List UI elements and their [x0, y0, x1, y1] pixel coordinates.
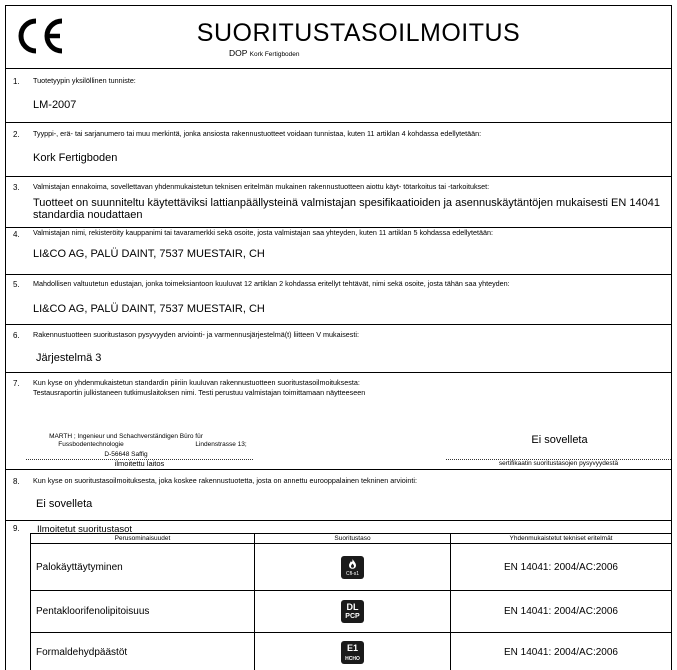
- table-row: [31, 591, 672, 633]
- section-number: 2.: [13, 130, 20, 139]
- section-label: Valmistajan nimi, rekisteröity kauppanimi tai tavaramerkki sekä osoite, josta valmistajan saa yhteyden, kuten 11 artiklan 5 kohdassa edellytetään:: [33, 228, 493, 237]
- section-label: Mahdollisen valtuutetun edustajan, jonka toimeksiantoon kuuluvat 12 artiklan 2 kohdassa eritellyt tehtävät, nimi sekä osoite, josta tähän saa yhteyden:: [33, 279, 510, 288]
- badge-bottom-text: PCP: [345, 613, 360, 620]
- standard-cell: EN 14041: 2004/AC:2006: [451, 633, 672, 670]
- section-5: [6, 275, 671, 325]
- property-cell: Pentakloorifenolipitoisuus: [31, 591, 255, 633]
- table-header-row: [31, 534, 672, 544]
- standard-cell: EN 14041: 2004/AC:2006: [451, 591, 672, 633]
- table-row: [31, 544, 672, 591]
- document-header: [6, 6, 671, 69]
- section-number: 7.: [13, 379, 20, 388]
- notified-lab-caption: ilmoitettu laitos: [114, 459, 165, 468]
- property-cell: Formaldehydpäästöt: [31, 633, 255, 670]
- performance-table: [30, 533, 672, 670]
- declaration-of-performance-page: [5, 5, 672, 670]
- section-1: [6, 69, 671, 123]
- section-value: Järjestelmä 3: [36, 352, 102, 364]
- dop-product: Kork Fertigboden: [249, 51, 300, 58]
- certificate-value: Ei sovelleta: [531, 434, 588, 446]
- section-label: Ilmoitetut suoritustasot: [37, 524, 133, 535]
- column-header: Yhdenmukaistetut tekniset eritelmät: [451, 534, 672, 544]
- section-7: [6, 373, 671, 470]
- section-number: 9.: [13, 524, 20, 533]
- property-cell: Palokäyttäytyminen: [31, 544, 255, 591]
- table-row: [31, 633, 672, 670]
- dop-reference: [229, 48, 300, 58]
- section-value: LI&CO AG, PALÜ DAINT, 7537 MUESTAIR, CH: [33, 303, 265, 315]
- notified-lab-line1: MARTH ; Ingenieur und Schachverständigen Büro für: [49, 433, 203, 440]
- performance-cell: [255, 591, 451, 633]
- section-value: Tuotteet on suunniteltu käytettäviksi lattianpäällysteinä valmistajan spesifikaatioiden ja asennuskäytäntöjen mukaisesti EN 14041 standardia noudattaen: [33, 197, 660, 221]
- section-label: Tuotetyypin yksilöllinen tunniste:: [33, 76, 136, 85]
- performance-cell: [255, 633, 451, 670]
- dop-label: DOP: [229, 48, 248, 58]
- section-value: LM-2007: [33, 99, 77, 111]
- notified-lab-line2: Fussbodentechnologie: [58, 441, 124, 448]
- section-2: [6, 123, 671, 177]
- section-number: 1.: [13, 77, 20, 86]
- section-6: [6, 325, 671, 373]
- certificate-caption: sertifikaatin suoritustasojen pysyvyydestä: [498, 460, 619, 467]
- section-value: Kork Fertigboden: [33, 152, 118, 164]
- dl-pcp-icon: [341, 600, 364, 623]
- fire-class-cfl-s1-icon: [341, 556, 364, 579]
- performance-cell: [255, 544, 451, 591]
- badge-top-text: E1: [346, 642, 358, 653]
- page-title: SUORITUSTASOILMOITUS: [196, 19, 521, 47]
- section-label: Rakennustuotteen suoritustason pysyvyyden arviointi- ja varmennusjärjestelmä(t) liitteen V mukaisesti:: [33, 330, 359, 339]
- section-8: [6, 470, 671, 521]
- notified-lab-street: Lindenstrasse 13;: [195, 441, 247, 448]
- section-number: 6.: [13, 331, 20, 340]
- section-value: LI&CO AG, PALÜ DAINT, 7537 MUESTAIR, CH: [33, 248, 265, 260]
- column-header: Suoritustaso: [255, 534, 451, 544]
- badge-top-text: DL: [346, 602, 359, 612]
- section-number: 8.: [13, 477, 20, 486]
- column-header: Perusominaisuudet: [31, 534, 255, 544]
- section-value: Ei sovelleta: [36, 498, 93, 510]
- section-4: [6, 228, 671, 275]
- section-label: Valmistajan ennakoima, sovellettavan yhdenmukaistetun teknisen eritelmän mukainen rakennustuotteen aiottu käyt- tötarkoitus tai -tarkoitukset:: [33, 182, 490, 191]
- section-label: Kun kyse on suoritustasoilmoituksesta, joka koskee rakennustuotetta, josta on annettu eurooppalainen tekninen arviointi:: [33, 476, 417, 485]
- notified-lab-line3: D-56648 Saffig: [104, 451, 148, 458]
- section-number: 4.: [13, 230, 20, 239]
- badge-bottom-text: Cfl-s1: [345, 570, 360, 577]
- badge-bottom-text: HCHO: [345, 655, 360, 662]
- section-label: Tyyppi-, erä- tai sarjanumero tai muu merkintä, jonka ansiosta rakennustuotteet voidaan tunnistaa, kuten 11 artiklan 4 kohdassa edellytetään:: [33, 129, 482, 138]
- section-number: 5.: [13, 280, 20, 289]
- standard-cell: EN 14041: 2004/AC:2006: [451, 544, 672, 591]
- section-sublabel: Testausraportin julkistaneen tutkimuslaitoksen nimi. Testi perustuu valmistajan toimittamaan näytteeseen: [33, 388, 366, 397]
- section-3: [6, 177, 671, 228]
- section-label: Kun kyse on yhdenmukaistetun standardin piiriin kuuluvan rakennustuotteen suoritustasoilmoituksesta:: [33, 378, 360, 387]
- section-number: 3.: [13, 183, 20, 192]
- e1-hcho-icon: [341, 641, 364, 664]
